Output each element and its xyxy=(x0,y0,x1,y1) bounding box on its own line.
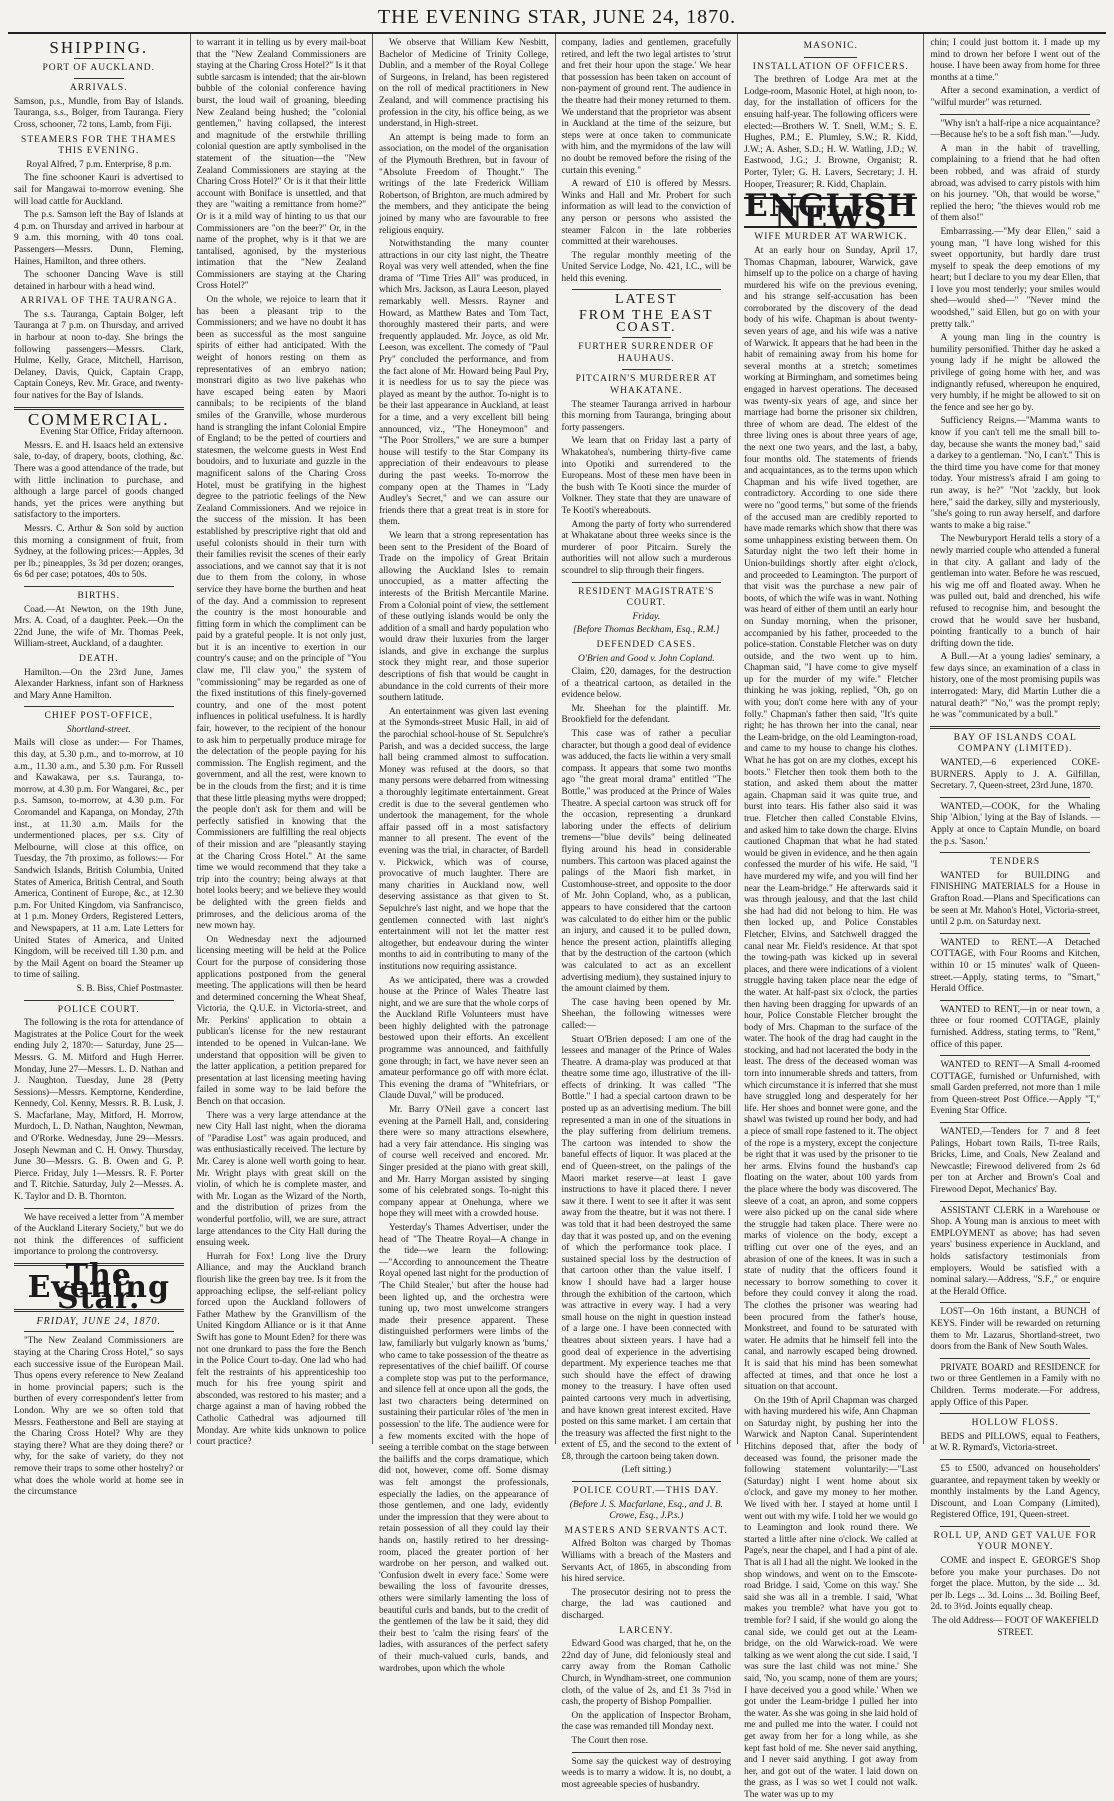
tenders-heading: TENDERS xyxy=(990,857,1041,868)
east-coast-text: The steamer Tauranga arrived in harbour this morning from Tauranga, bringing about forty passengers. xyxy=(561,399,732,433)
east-coast-heading: FROM THE EAST COAST. xyxy=(578,308,714,335)
classified-ad: ASSISTANT CLERK in a Warehouse or Shop. A Young man is anxious to meet with EMPLOYMENT as above; has had seven years' business experience in Auckland, and holds satisfactory testimonials from employers. Would be satisfied with a nominal salary.—Address, "S.F.," or enquire at the Herald Office. xyxy=(930,1205,1100,1297)
classified-ad: WANTED to RENT—A Small 4-roomed COTTAGE, furnished or Unfurnished, with small Garden preferred, not more than 1 mile from Queen-street Post Office.—Apply "T," Evening Star Office. xyxy=(930,1060,1100,1117)
divider xyxy=(74,78,124,79)
police-court-text: The Court then rose. xyxy=(571,1735,648,1746)
wife-murder-text: On the 19th of April Chapman was charged with having murdered his wife, Ann Chapman on Saturday night, by pushing her into the Warwick and Napton Canal. Superintendent Hitchins deposed that, after the body of deceased was found, the prisoner made the following statement voluntarily:—"Last (Saturday) night I went home about six o'clock, and gave my money to her mother. We lived with her. I stayed at home until I went out with my wife. I told her we would go to Leamington and look round there. We started a little after nine o'clock. We called at Page's, near the chapel, and I had a pint of ale. That is all I had all the night. We looked in the shop windows, and went on to the Emscote-road Bridge. I said, 'Come on this way.' She said she was all in a tremble. I said, 'What makes you tremble? what have you got to tremble for? I said, if she would go along the canal side, we could get out at the Leam-bridge, on the old Warwick-road. We were talking as we went along the cut side. I said, 'I was sure the last child was not mine.' She said, 'No, you scamp, none of them are yours; I have deceived you a good while.' When we got under the Leam-bridge I pulled her into the water. As she was going in she laid hold of me and pulled me into the water. I could not get away from her for a long while, as she kept fast hold of me. She never said anything, and I never said anything. I got away from her, and got out of the water. I laid down on the grass, as I was so wet I could not walk. The water was up to my xyxy=(744,1395,918,1800)
births-heading: BIRTHS. xyxy=(77,590,121,601)
anecdote-paragraph: A Bull.—At a young ladies' seminary, a few days since, an examination of a class in history, one of the most promising pupils was interrogated: Mary, did Martin Luther die a natural death?" "No," was the prompt reply; he was "communicated by a bull." xyxy=(930,652,1100,721)
police-rota-text: The following is the rota for attendance of Magistrates at the Police Court for the week ending July 2, 1870:— Saturday, June 25—Messrs. G. M. Mitford and Hugh Herrer. Monday, June 27—Messrs. L. D. Nathan and J. Naughton. Tuesday, June 28 (Petty Sessions)—Messrs. Kemptorne, Kenderdine, Kennedy, Col. Kenny, Messrs. R. B. Lusk, J. S. Macfarlane, May, Mitford, H. Morrow, Murdoch, L. D. Nathan, Naughton, Newman, and O'Rorke. Wednesday, June 29—Messrs. Joseph Newman and C. H. Onwy. Thursday, June 30—Messrs. G. B. Owen and G. P. Pierce. Friday, July 1—Messrs. R. F. Porter and T. Ritchie. Saturday, July 2—Messrs. A. K. Taylor and D. B. Thornton. xyxy=(14,1018,184,1203)
commercial-office: Evening Star Office, Friday afternoon. xyxy=(40,427,184,438)
classified-ad: COME and inspect E. GEORGE'S Shop before you make your purchases. Do not forget the place. Mutton, by the side ... 3d. per lb. Legs ... 3d. Loins ... 3d. Boiling Beef, 2d. to 3½d. Joints equally cheap. xyxy=(930,1556,1100,1613)
tauranga-text: The s.s. Tauranga, Captain Bolger, left Tauranga at 7 p.m. on Thursday, and arrived in harbour at noon to-day. She brings the following passengers—Messrs. Clark, Hulme, Kelly, Grace, Mitchell, Harrison, Delaney, Davis, Quick, Captain Crapp, Captain Coneys, Rev. Mr. Grace, and twenty-four natives for the Bay of Islands. xyxy=(14,309,184,402)
column-5 xyxy=(737,34,923,1800)
divider xyxy=(74,58,124,59)
divider xyxy=(940,1526,1090,1527)
rm-text: This case was of rather a peculiar character, but though a good deal of evidence was adduced, the facts lie within a very small compass. It appears that some two months ago "the great moral drama" entitled "The Bottle," was produced at the Prince of Wales Theatre. A special cartoon was struck off for the occasion, representing a drunkard laboring under the effects of delirium tremens—"blue devils" being delineated flying around his head in considerable numbers. This cartoon was placed against the palings of the Maori fish market, in Customhouse-street, and opposite to the door of Mr. John Copland, who, as a publican, appears to have considered that the cartoon was calculated to do either him or the public an injury, and caused it to be pulled down, hence the present action, plaintiffs alleging that by the destruction of the cartoon (which was calculated to act as an excellent advertising medium), they sustained injury to the amount claimed by them. xyxy=(561,729,732,995)
column-1 xyxy=(8,34,190,1498)
divider xyxy=(572,1752,722,1753)
anecdote-paragraph: Sufficiency Reigns.—"Mamma wants to know if you can't tell me the small bill to-day, because she wants the money bad," said a darkey to a gentleman. "No, I can't." This is the third time you have come for that money today. Your mistress's afraid I am going to run away, is he?" "Not 'zackly, but look here," said the darkey, silly and mysteriously, "she's going to run away herself, and darfore wants to make a big raise." xyxy=(930,416,1100,531)
police-court-text: The prosecutor desiring not to press the charge, the lad was cautioned and discharged. xyxy=(561,1587,732,1621)
rm-text: Claim, £20, damages, for the destruction of a theatrical cartoon, as detailed in the evidence below. xyxy=(561,667,732,701)
classified-ad: WANTED to RENT.—A Detached COTTAGE, with Four Rooms and Kitchen, within 10 or 15 minutes' walk of Queen-street.—Apply, stating terms, to "Smart," Herald Office. xyxy=(930,937,1100,995)
city-hall-paragraph: There was a very large attendance at the new City Hall last night, when the diorama of "Paradise Lost" was again produced, and was enthusiastically received. The lecture by Mr. Carey is alone well worth going to hear. Mr. Wright plays with great skill on the violin, of which he is complete master, and with Mr. Logan as the Wizard of the North, and the distribution of prizes from the wonderful portfolio, will, we are sure, attract large attendances to the City Hall during the ensuing week. xyxy=(196,1110,367,1249)
steamers-heading: STEAMERS FOR THE THAMES THIS EVENING. xyxy=(21,134,177,157)
english-news-heading: ENGLISH NEWS xyxy=(744,188,918,236)
births-text: Coad.—At Newton, on the 19th June, Mrs. A. Coad, of a daughter. Peek.—On the 22nd June, the wife of Mr. Thomas Peek, William-street, Auckland, of a daughter. xyxy=(14,604,184,650)
divider xyxy=(930,726,1100,729)
news-paragraph: We observe that William Kew Nesbitt, Bachelor of Medicine of Trinity College, Dublin, and a member of the Royal College of Surgeons, in Ireland, has been registered on the roll of medical practitioners in New Zealand, and will commence practising his profession in the city, his office being, as we understand, in High-street. xyxy=(379,38,549,130)
letter-note: We have received a letter from "A member of the Auckland Literary Society," but we do not think the differences of sufficient importance to prolong the controversy. xyxy=(14,1212,184,1258)
commercial-heading: COMMERCIAL. xyxy=(28,409,170,429)
east-coast-text: We learn that on Friday last a party of Whakatohea's, numbering thirty-five came into Opotiki and surrendered to the Europeans. Most of these men have been in the bush with Te Kooti since the murder of Volkner. They state that they are unaware of Te Kooti's whereabouts. xyxy=(561,436,732,516)
divider xyxy=(24,1208,174,1209)
classified-ad: BEDS and PILLOWS, equal to Feathers, at W. R. Rymard's, Victoria-street. xyxy=(930,1431,1100,1454)
larceny-heading: LARCENY. xyxy=(619,1625,674,1636)
news-paragraph: Mr. Barry O'Neil gave a concert last evening at the Parnell Hall, and, considering there were so many attractions elsewhere, had a very fair attendance. His singing was of course well received and encored. Mr. Singer presided at the piano with great skill, and Mr. Harry Morgan assisted by singing some of his celebrated songs. To-night this company appear at Onehunga, where we hope they will meet with a crowded house. xyxy=(379,1105,549,1220)
latest-heading: LATEST xyxy=(615,292,678,308)
divider xyxy=(940,852,1090,853)
rm-sitting: (Left sitting.) xyxy=(621,1465,672,1476)
address-sign: The old Address— FOOT OF WAKEFIELD STREET. xyxy=(932,1616,1099,1638)
classified-ad: WANTED to RENT,—in or near town, a three or four roomed COTTAGE, plainly furnished. Address, stating terms, to "Rent," office of this paper. xyxy=(930,1004,1100,1050)
news-paragraph: The regular monthly meeting of the United Service Lodge, No. 421, I.C., will be held this evening. xyxy=(561,250,732,284)
news-paragraph: We learn that a strong representation has been sent to the President of the Board of Trade on the impolicy of Great Britain allowing the Auckland Isles to remain unoccupied, as a matter affecting the interests of the British Mercantile Marine. From a Colonial point of view, the settlement of these outlying islands would be only the addition of a small and hardy population who would draw their luxuries from the larger islands, and give in exchange the surplus stock they might rear, and those superior descriptions of fish that would be caught in abundance in the cold currents of their more southern latitude. xyxy=(379,530,549,704)
installation-heading: INSTALLATION OF OFFICERS. xyxy=(752,61,909,72)
columns xyxy=(8,34,1106,1800)
divider xyxy=(804,57,857,58)
divider xyxy=(572,289,722,290)
divider xyxy=(24,1000,174,1001)
column-4 xyxy=(555,34,738,1790)
divider xyxy=(940,1055,1090,1056)
divider xyxy=(24,706,174,707)
rm-text: Stuart O'Brien deposed: I am one of the lessees and manager of the Prince of Wales Theatre. A drama-play was produced at that theatre some time ago, illustrative of the ill-effects of drinking. It was called "The Bottle." I had a special cartoon drawn to be posted up as an advertising medium. The bill represented a man in one of the situations in the play suffering from delirium tremens. The cartoon was intended to show the baneful effects of liquor. It was placed at the end of Queen-street, on the palings of the Maori market reserve—at least I gave instructions to have it placed there. I never saw it there. I went to see it after it was sent away from the theatre, but it was not there. I was told that it had been destroyed the same day that it was posted up, and on the evening of which the performance took place. I sustained special loss by the destruction of that cartoon other than the value itself. I know I should have had a larger house through the exhibition of the cartoon, which was attractive in every way. I had a very small house on the night in question instead of a large one. I have been connected with theatres about sixteen years. I have had a good deal of experience in the advertising department. My experience teaches me that such should have the effect of drawing money to the treasury. I have often used painted cartoons very much in advertising, and have known great interest excited. Have posted on this same market. I am certain that the treasury was affected the first night to the extent of £5, and the second to the extent of £8, through the cartoon being taken down. xyxy=(561,1034,732,1462)
east-coast-text: Among the party of forty who surrendered at Whakatane about three weeks since is the murderer of poor Pitcairn. Surely the authorities will not allow such a murderous scoundrel to slip through their fingers. xyxy=(561,519,732,576)
police-rota-heading: POLICE COURT. xyxy=(57,1004,140,1015)
divider xyxy=(940,1459,1090,1460)
rm-text: The case having been opened by Mr. Sheehan, the following witnesses were called:— xyxy=(561,997,732,1031)
anecdote-paragraph: Embarrassing.—"My dear Ellen," said a young man, "I have long wished for this sweet opportunity, but hardly dare trust myself to speak the deep emotions of my heart; but I declare to you my dear Ellen, that I love you most tenderly; your smiles would shed—would shed—" "Never mind the woodshed," said Ellen, but go on with your pretty talk." xyxy=(930,226,1100,330)
editorial-paragraph: On the whole, we rejoice to learn that it has been a pleasant trip to the Commissioners; and we have no doubt it has been as successful as the most sanguine spirits of either had anticipated. With the weight of honors resting on them as representatives of an embryo nation; monstrari digito as two live pakehas who have escaped being eaten by Maori cannibals; to be recipients of the bland smiles of the Granville, whose murderous hand is strangling the infant Colonial Empire of England; to be the petted of courtiers and statesmen, the welcome guests in West End boudoirs, and to luxuriate and guzzle in the magnificent salons of the Charing Cross Hotel, must be gratifying in the highest degree to the patriotic feelings of the New Zealand Commissioners. And we rejoice in the success of the mission. It has been established by prescriptive right that old and useful colonists should in their turn with their families revisit the scenes of their early associations, and we cannot say that it is not due to them from the colony, in whose service they have borne the burthen and heat of the day. And a commission to represent the country is the most honourable and fitting form in which the compliment can be paid by a grateful people. It is not only just, but it is an incentive to exertion in our country's cause; and on the principle of "You claw me, I'll claw you," the system of "commissioning" may be regarded as one of the fixed institutions of this finely-governed country, and one of the most potent influences in political usefulness. It is hardly fair, however, to the recipient of the honour to ask him to perpetually produce mirage for the delectation of the people paying for his commission. The English regiment, and the government, and all the rest, were known to be in the clouds from the first; and it is time that these little pleasing myths were dropped; the people don't ask for them and will be perfectly satisfied in knowing that the Commissioners are fulfilling the real objects of their mission and are "pleasantly staying at the Charing Cross Hotel." At the same time we would recommend that they take a trip into the country; being always at that hotel looks beery; and we believe they would be delighted with the green fields and primroses, and the delicious aroma of the new mown hay. xyxy=(196,295,367,932)
divider xyxy=(24,586,174,587)
tauranga-heading: ARRIVAL OF THE TAURANGA. xyxy=(20,296,178,307)
rm-before: [Before Thomas Beckham, Esq., R.M.] xyxy=(572,625,720,636)
column-3 xyxy=(372,34,555,1674)
police-court-text: On the application of Inspector Broham, the case was remanded till Monday next. xyxy=(561,1710,732,1733)
divider xyxy=(940,797,1090,798)
steamers-text: Royal Alfred, 7 p.m. Enterprise, 8 p.m. xyxy=(26,159,172,170)
news-paragraph: An entertainment was given last evening at the Symonds-street Music Hall, in aid of the parochial school-house of St. Sepulchre's Parish, and was a decided success, the large hall being crammed almost to suffocation. Money was refused at the doors, so that many persons were debarred from witnessing a thoroughly legitimate entertainment. Great credit is due to the several gentlemen who undertook the management, for the whole affair passed off in a most satisfactory manner to all present. The event of the evening was the trial, in character, of Bardell v. Pickwick, which was of course, provocative of much laughter. There are many charities in Auckland now, well deserving assistance as that given to St. Sepulchre's last night, and we hope that the gentlemen connected with last night's entertainment will not let the matter rest altogether, but endeavour during the winter months to aid in contributing to many of the institutions now requiring assistance. xyxy=(379,706,549,972)
surrender-heading: FURTHER SURRENDER OF HAUHAUS. xyxy=(578,342,715,364)
divider xyxy=(940,1358,1090,1359)
divider xyxy=(940,1122,1090,1123)
column-6 xyxy=(923,34,1106,1638)
news-paragraph: A reward of £10 is offered by Messrs. Winks and Hall and Mr. Probert for such information as will lead to the conviction of any person or persons who assisted the steamer Falcon in the late robberies committed at their warehouses. xyxy=(561,179,732,248)
divider xyxy=(940,1201,1090,1202)
masthead-title: THE EVENING STAR, JUNE 24, 1870. xyxy=(377,6,737,28)
roll-up-heading: ROLL UP, AND GET VALUE FOR YOUR MONEY. xyxy=(933,1530,1097,1553)
rm-text: Mr. Sheehan for the plaintiff. Mr. Brookfield for the defendant. xyxy=(561,703,732,726)
rm-court-heading: RESIDENT MAGISTRATE'S COURT. xyxy=(578,586,715,609)
police-court-heading: POLICE COURT.—THIS DAY. xyxy=(573,1486,720,1497)
anecdote-paragraph: "Why isn't a half-ripe a nice acquaintance?—Because he's to be a soft fish man."—Judy. xyxy=(930,118,1100,141)
classified-ad: WANTED,—6 experienced COKE-BURNERS. Apply to J. A. Gilfillan, Secretary. 7, Queen-street, 23rd June, 1870. xyxy=(930,758,1100,792)
death-text: Hamilton.—On the 23rd June, James Alexander Harkness, infant son of Harkness and Mary Anne Hamilton. xyxy=(14,667,184,701)
column-2 xyxy=(190,34,373,1448)
news-paragraph: An attempt is being made to form an association, on the model of the organisation of the Plymouth Brethren, but in favour of "Absolute Freedom of Thought." The writings of the late Frederick William Robertson, of Brighton, are much admired by the members, and they anticipate the being joined by many who are favourable to free religious enquiry. xyxy=(379,132,549,236)
divider xyxy=(940,114,1090,115)
news-paragraph: Notwithstanding the many counter attractions in our city last night, the Theatre Royal was very well attended, when the fine drama of "Time Tries All" was produced, in which Mrs. Jackson, as Laura Leeson, played remarkably well. Messrs. Rayner and Howard, as Matthew Bates and Tom Tact, thoroughly mastered their parts, and were frequently applauded. Mr. Joyce, as old Mr. Leeson, was excellent. The comedy of "Paul Pry" concluded the performance, and from the fact alone of Mr. Howard being Paul Pry, it is needless for us to say the piece was played as meant by the author. To-night is to be their last appearance in Auckland, at least for a time, and a very excellent bill being announced, viz., "The Honeymoon" and "The Poor Strollers," we are sure a bumper house will testify to the Star Company its appreciation of their endeavours to please during the past weeks. To-morrow the company open at the Thames in "Lady Audley's Secret," and we can assure our friends there that a great treat is in store for them. xyxy=(379,239,549,528)
news-paragraph: As we anticipated, there was a crowded house at the Prince of Wales Theatre last night, and we are sure that the whole corps of the Auckland Rifle Volunteers must have been highly delighted with the patronage bestowed upon their efforts. An excellent programme was announced, and faithfully gone through; in fact, we have never seen an amateur performance go off with more éclat. This evening the drama of "Whitefriars, or Claude Duval," will be produced. xyxy=(379,975,549,1102)
masonic-text: The brethren of Lodge Ara met at the Lodge-room, Masonic Hotel, at high noon, to-day, for the installation of officers for the ensuing half-year. The following officers were elected:—Brothers W. T. Snell, W.M.; S. E. Hughes, P.M.; E. Plumley, S.W.; R. Kidd, J.W.; A. Asher, S.D.; H. W. Watling, J.D.; W. Eastwood, J.G.; J. Browne, Organist; R. Porter, Tyler; G. H. Lavers, Secretary; J. H. Hooper, Treasurer; R. Kidd, Chaplain. xyxy=(744,75,918,190)
classified-ad: PRIVATE BOARD and RESIDENCE for two or three Gentlemen in a Family with no Children. Terms moderate.—For address, apply Office of this Paper. xyxy=(930,1362,1100,1408)
postoffice-text: Mails will close as under:— For Thames, this day, at 5.30 p.m., and to-morrow, at 10 a.m., 11.30 a.m., and 5.30 p.m. For Russell and Kawakawa, per s.s. Tauranga, to-morrow, at 4.30 p.m. For Wangarei, &c., per p.s. Samson, to-morrow, at 4.30 p.m. For Coromandel and Kapanga, on Monday, 27th inst., at 11.30 a.m. Mails for the undermentioned places, per s.s. City of Melbourne, will close at this office, on Tuesday, the 7th proximo, as follows:— For Sandwich Islands, British Columbia, United States of America, British Central, and South America, Continent of Europe, &c., at 12.30 p.m. For United Kingdom, via Sanfrancisco, at 1 p.m. Money Orders, Registered Letters, and Newspapers, at 11 a.m. Late Letters for United States of America, and United Kingdom, will be received till 1.30 p.m. and by the Mail Agent on board the Steamer up to time of sailing. xyxy=(14,738,184,981)
coal-company-heading: BAY OF ISLANDS COAL COMPANY (LIMITED). xyxy=(953,732,1077,755)
editorial-text: "The New Zealand Commissioners are staying at the Charing Cross Hotel," so says each successive issue of the European Mail. Thus opens every reference to New Zealand in home provincial papers; such is the burthen of every correspondent's letter from London. Why are we so often told that Messrs. Featherstone and Bell are staying at the Charing Cross Hotel? Why are they staying there? What are they doing there? or why, for the sake of variety, do they not remove their traps to some other hostelry? or what does the whole world at home see in the circumstance xyxy=(14,1336,184,1498)
news-continued: company, ladies and gentlemen, gracefully retired, and left the two legal artistes to 'strut and fret their hour upon the stage.' We hear that possession has been taken on account of non-payment of ground rent. The audience in the theatre had their money returned to them. We understand that the proprietor was absent in Auckland at the time of the seizure, but steps were at once taken to communicate with him, and the myrmidons of the law will no doubt be removed before the rising of the curtain this evening." xyxy=(561,38,732,176)
pitcairn-heading: PITCAIRN'S MURDERER AT WHAKATANE. xyxy=(575,374,718,397)
divider xyxy=(24,1331,174,1332)
shipping-paragraph: The schooner Dancing Wave is still detained in harbour with a head wind. xyxy=(14,270,184,292)
wife-murder-text: At an early hour on Sunday, April 17, Thomas Chapman, labourer, Warwick, gave himself up to the police on a charge of having murdered his wife on the previous evening, and his strange self-accusation has been corroborated by the discovery of the dead body of his wife. Chapman is about twenty-seven years of age, and his wife was a native of Warwick. It appears that he had been in the habit of remaining away from his home for several months at a stretch; sometimes working at Birmingham, and sometimes being engaged in harvest operations. The deceased was twenty-six years of age, and since her marriage had borne the prisoner six children, three of whom are dead. The eldest of the three living ones is about three years of age, the next one two years, and the last, a baby, four months old. The statements of friends and acquaintances, as to the terms upon which Chapman and his wife lived together, are contradictory. According to one side there were no "good terms," but some of the friends of the accused man are credibly reported to have made remarks which show that there was some unhappiness existing between them. On Saturday night the two left their home in Union-buildings shortly after eight o'clock, and proceeded to Leamington. The purport of that visit was the purchase a new pair of boots, of which the wife was in want. Nothing was heard of either of them until an early hour on Sunday morning, when the prisoner, accompanied by his father, proceeded to the police-station. Constable Fletcher was on duty outside, and the two went up to him. Chapman said, "I have come to give myself up for the murder of my wife." Fletcher thinking he was joking, replied, "Oh, go on with you; don't come here with any of your folly." Chapman's father then said, "It's quite right; he has thrown her into the canal, near the Leam-bridge, on the old Leamington-road, and came to my house to change his clothes. What he has got on are my clothes, except his boots." Fletcher then took them both to the station, and asked them about the matter again. Chapman said it was quite true, and burst into tears. His father also said it was true. Fletcher then called Constable Elvins, and asked him to take down the charge. Elvins cautioned Chapman that what he had stated would be given in evidence, and he then again confessed the murder of his wife. He said, "I have murdered my wife, and you will find her near the Leam-bridge." He afterwards said it was through jealousy, and that the last child she had had did not belong to him. He was then locked up, and Police Constables Fletcher, Elvins, and Satchwell dragged the canal near Mr. Field's residence. At that spot the towing-path was kicked up in several places, and there were indications of a violent struggle having taken place near the edge of the water. At half-past six o'clock, the parties then having been dragging for upwards of an hour, Police Constable Fletcher brought the body of Mrs. Chapman to the surface of the water. The hook of the drag had caught in the stocking, and had not lacerated the body in the least. The dress of the deceased woman was torn into innumerable shreds and tatters, from which circumstance it is inferred that she must have struggled long and desperately for her life. Her shoes and bonnet were gone, and the shawl was twisted up round her body, and had a piece of small rope fastened to it. The object of the rope is a mystery, except the conjecture be right that it was used by the prisoner to tie her arms. Elvins found the husband's cap floating on the water, about 100 yards from the place where the body was discovered. The sleeve of a coat, an apron, and some coppers were also picked up on the canal side where the struggle had taken place. There were no marks of violence on the body, except a trifling cut over one of the eyes, and an abrasion of one of the knees. It was in such a state of nudity that the officers found it necessary to borrow something to cover it before they could convey it along the road. The clothes the prisoner was wearing had been procured from the father's house, Monkstreet, and found to be saturated with water. He admits that he himself fell into the canal, and narrowly escaped being drowned. It is said that his mind has been somewhat affected at times, and that once he lost a situation on that account. xyxy=(744,245,918,1393)
divider xyxy=(622,369,672,370)
postoffice-subheading: Shortland-street. xyxy=(66,724,131,735)
arrivals-text: Samson, p.s., Mundle, from Bay of Islands. Tauranga, s.s., Bolger, from Tauranga. Fiery Cross, schooner, 72 tons, Lamb, from Fiji. xyxy=(14,96,184,130)
shipping-paragraph: The fine schooner Kauri is advertised to sail for Mangawai to-morrow evening. She will load cattle for Auckland. xyxy=(14,173,184,207)
postoffice-signature: S. B. Biss, Chief Postmaster. xyxy=(76,983,184,994)
divider xyxy=(940,1000,1090,1001)
wife-murder-heading: WIFE MURDER AT WARWICK. xyxy=(754,232,908,243)
hollow-floss-heading: HOLLOW FLOSS. xyxy=(971,1418,1059,1429)
police-court-text: Edward Good was charged, that he, on the 22nd day of June, did feloniously steal and carry away from the Roman Catholic Church, in Wyndham-street, one communion cloth, of the value of 2s, and £1 3s 7½d in cash, the property of Bishop Pompallier. xyxy=(561,1639,732,1708)
commercial-paragraph: Messrs. C. Arthur & Son sold by auction this morning a consignment of fruit, from Sydney, at the following prices:—Apples, 3d per lb.; pineapples, 3s 3d per dozen; oranges, 6s 6d per case; potatoes, 40s to 50s. xyxy=(14,523,184,581)
shipping-heading: SHIPPING. xyxy=(49,38,149,57)
wife-murder-continued: chin; I could just bottom it. I made up my mind to drown her before I went out of the house. I have been away from home for three months at a time." xyxy=(930,38,1100,83)
port-heading: PORT OF AUCKLAND. xyxy=(42,62,156,73)
news-paragraph: Yesterday's Thames Advertiser, under the head of "The Theatre Royal—A change in the tide—we learn the following:—"According to announcement the Theatre Royal opened last night for the production of 'The Child Stealer,' but after the house had been lighted up, and the orchestra were tuning up, two most unwelcome strangers made their presence apparent. These distinguished performers were limbs of the law, familiarly but vulgarly known as 'bums,' who came to take possession of the theatre as representatives of the chief bailiff. Of course a complete stop was put to the performance, and silence fell at once upon all the gods, the last two characters being determined on sustaining their particular rôles of 'the men in possession' to the life. The audience were for a few moments excited with the hope of seeing a terrible combat on the stage between the bailiffs and the corps dramatique, which did not, however, come off. Some dismay was felt amongst the professionals, especially the ladies, on the appearance of those gentlemen, and one lady, evidently under the impression that they were about to retain possession of all they could lay their hands on, hastily retired to her dressing-room, placed the greater portion of her wardrobe on her person, and walked out. 'Confusion dwelt in every face.' Some were bewailing the loss of favourite dresses, others were similarly lamenting the loss of beautiful curls and bands, but to the credit of the gentlemen of the law be it said, they did their best to 'calm the rising fears' of the ladies, with assurances of the perfect safety of their much-valued curls, bands, and wardrobes, upon which the whole xyxy=(379,1222,549,1674)
rm-case-title: O'Brien and Good v. John Copland. xyxy=(577,653,715,664)
police-court-paragraph: Hurrah for Fox! Long live the Drury Alliance, and may the Auckland branch flourish like the green bay tree. Is it from the approaching eclipse, the self-reliant policy forced upon the Auckland followers of Father Mathew by the Granvillism of the United Kingdom Alliance or is it that Anne Swift has gone to Mount Eden? for there was not one drunkard to pass the fore the Bench in the Police Court to-day. One lad who had felt the restraints of his apprenticeship too much for his free young spirit and absconded, was restored to his master; and a charge against a man of having robbed the Catholic Cathedral was adjourned till Monday. Are white kids unknown to police court practice? xyxy=(196,1251,367,1448)
police-court-text: Alfred Bolton was charged by Thomas Williams with a breach of the Masters and Servants Act, of 1865, in absconding from his hired service. xyxy=(561,1539,732,1585)
classified-ad: WANTED,—Tenders for 7 and 8 feet Palings, Hobart town Rails, Ti-tree Rails, Bricks, Lime, and Coals, New Zealand and Newcastle; Firewood delivered from 2s 6d per ton at Archer and Brown's Coal and Firewood Depot, Mechanics' Bay. xyxy=(930,1127,1100,1196)
editorial-continued: to warrant it in telling us by every mail-boat that the "New Zealand Commissioners are staying at the Charing Cross Hotel?" Is it that subtle sarcasm is intended; that the air-blown bubble of the colonial conference having burst, the loud wail of groaning, bleeding New Zealand being hushed; the "colonial gentlemen," having collapsed, the interest and magnitude of the erstwhile thrilling colonial question are aptly symbolised in the statement of the situation—the "New Zealand Commissioners are staying at the Charing Cross Hotel?" Or is it that their little account with Boniface is unsettled, and that they are "waiting a remittance from home?" Or is it a mild way of hinting to us that our Commissioners are "on the beer?" Or, in the name of the prophet, why is it that we are tantalised, agonised, by the mysterious intimation that the "New Zealand Commissioners are staying at the Charing Cross Hotel?" xyxy=(196,38,367,292)
masthead xyxy=(8,4,1106,34)
paper-date: FRIDAY, JUNE 24, 1870. xyxy=(36,1315,161,1327)
commercial-paragraph: Messrs. E. and H. Isaacs held an extensive sale, to-day, of drapery, boots, clothing, &c. There was a good attendance of the trade, but with little inclination to purchase, and although a large parcel of goods changed hands, yet the prices were anything but satisfactory to the importers. xyxy=(14,440,184,521)
masonic-heading: MASONIC. xyxy=(803,41,858,51)
divider xyxy=(940,933,1090,934)
postoffice-heading: CHIEF POST-OFFICE, xyxy=(44,711,153,722)
divider xyxy=(572,582,722,583)
police-court-before: (Before J. S. Macfarlane, Esq., and J. B. Crowe, Esq., J.P.s.) xyxy=(569,1499,723,1522)
divider xyxy=(940,1413,1090,1414)
licensing-paragraph: On Wednesday next the adjourned licensing meeting will be held at the Police Court for the purpose of considering those applications postponed from the general meeting. The applications will then be heard and determined concerning the Wheat Sheaf, Victoria, the Q.U.E. in Victoria-street, and Mr. Perkins' application to obtain a publican's license for the new restaurant intended to be opened in Vulcan-lane. We understand that opposition will be given to the latter application, a petition prepared for presentation at last licensing meeting having failed in some way to be laid before the Bench on that occasion. xyxy=(196,934,367,1108)
divider xyxy=(940,1302,1090,1303)
classified-ad: LOST—On 16th instant, a BUNCH of KEYS. Finder will be rewarded on returning them to Mr. Lazarus, Shortland-street, two doors from the Bank of New South Wales. xyxy=(930,1307,1100,1353)
rm-day: Friday. xyxy=(632,611,661,622)
classified-ad: WANTED for BUILDING and FINISHING MATERIALS for a House in Grafton Road.—Plans and Specifications can be seen at Mr. Mahon's Hotel, Victoria-street, until 2 p.m. on Saturday next. xyxy=(930,870,1100,928)
divider xyxy=(622,337,672,338)
anecdote-paragraph: A young man ling in the country is humility personified. Thither day he asked a young lady if he might be allowed the privilege of going home with her, and was indignantly refused, whereupon he enquired, very humbly, if he might be allowed to sit on the fence and see her go by. xyxy=(930,333,1100,413)
rm-cases: DEFENDED CASES. xyxy=(596,639,697,650)
divider xyxy=(572,1481,722,1482)
news-paragraph: After a second examination, a verdict of "wilful murder" was returned. xyxy=(930,86,1100,108)
police-court-subheading: MASTERS AND SERVANTS ACT. xyxy=(564,1525,728,1536)
classified-ad: £5 to £500, advanced on householders' guarantee, and repayment taken by weekly or monthly instalments by the Land Agency, Discount, and Loan Company (Limited), Registered Office, 191, Queen-street. xyxy=(930,1463,1100,1521)
shipping-paragraph: The p.s. Samson left the Bay of Islands at 4 p.m. on Thursday and arrived in harbour at 9 a.m. this morning, with 40 tons coal. Passengers—Messrs. Dunn, Fleming, Haines, Hamilton, and three others. xyxy=(14,210,184,267)
filler-paragraph: Some say the quickest way of destroying weeds is to marry a widow. It is, no doubt, a most agreeable species of husbandry. xyxy=(561,1756,732,1790)
anecdote-paragraph: A man in the habit of travelling, complaining to a friend that he had often been robbed, and was afraid of sturdy abroad, was advised to carry pistols with him on his journey. "Oh, that would be worse," replied the hero; "the thieves would rob me of them also!" xyxy=(930,143,1100,224)
death-heading: DEATH. xyxy=(79,653,119,664)
classified-ad: WANTED,—COOK, for the Whaling Ship 'Albion,' lying at the Bay of Islands. —Apply at once to Captain Mundle, on board the p.s. 'Sason.' xyxy=(930,801,1100,847)
anecdote-paragraph: The Newburyport Herald tells a story of a newly married couple who attended a funeral in that city. A gallant and lady of the gentleman into water. Before he was rescued, his wig me off and floated away. When he was pulled out, bald and drenched, his wife refused to recognise him, and besought the crowd that he would save her husband, pointing frantically to a bunch of hair drifting down the tide. xyxy=(930,534,1100,649)
paper-title: The Evening Star. xyxy=(27,1258,170,1317)
arrivals-heading: ARRIVALS. xyxy=(69,83,128,94)
